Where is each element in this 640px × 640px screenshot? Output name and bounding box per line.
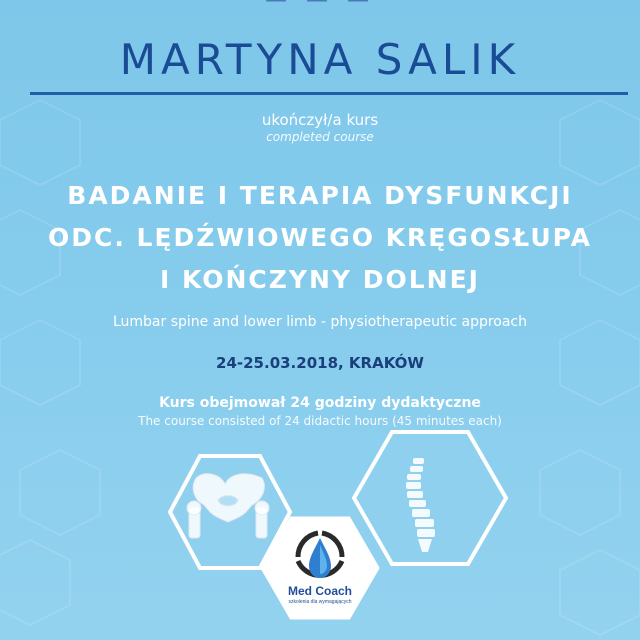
logo-name: Med Coach <box>287 584 352 598</box>
course-title-en: Lumbar spine and lower limb - physiotherapeutic approach <box>112 314 528 330</box>
date-place: 24-25.03.2018, KRAKÓW <box>216 354 424 372</box>
cut-off-header-text: — — — <box>265 0 375 13</box>
course-title-line-3: I KOŃCZYNY DOLNEJ <box>160 265 480 294</box>
completed-label-pl: ukończył/a kurs <box>261 111 379 129</box>
logo-tagline: szkolenia dla wymagających <box>288 599 352 605</box>
recipient-name: MARTYNA SALIK <box>119 35 521 84</box>
course-title-line-1: BADANIE I TERAPIA DYSFUNKCJI <box>67 181 573 210</box>
completed-label-en: completed course <box>266 130 374 144</box>
hours-label-en: The course consisted of 24 didactic hours (45 minutes each) <box>138 414 502 428</box>
spine-hexagon <box>354 432 506 564</box>
hours-label-pl: Kurs obejmował 24 godziny dydaktyczne <box>159 395 481 411</box>
course-title-line-2: ODC. LĘDŹWIOWEGO KRĘGOSŁUPA <box>47 223 592 252</box>
